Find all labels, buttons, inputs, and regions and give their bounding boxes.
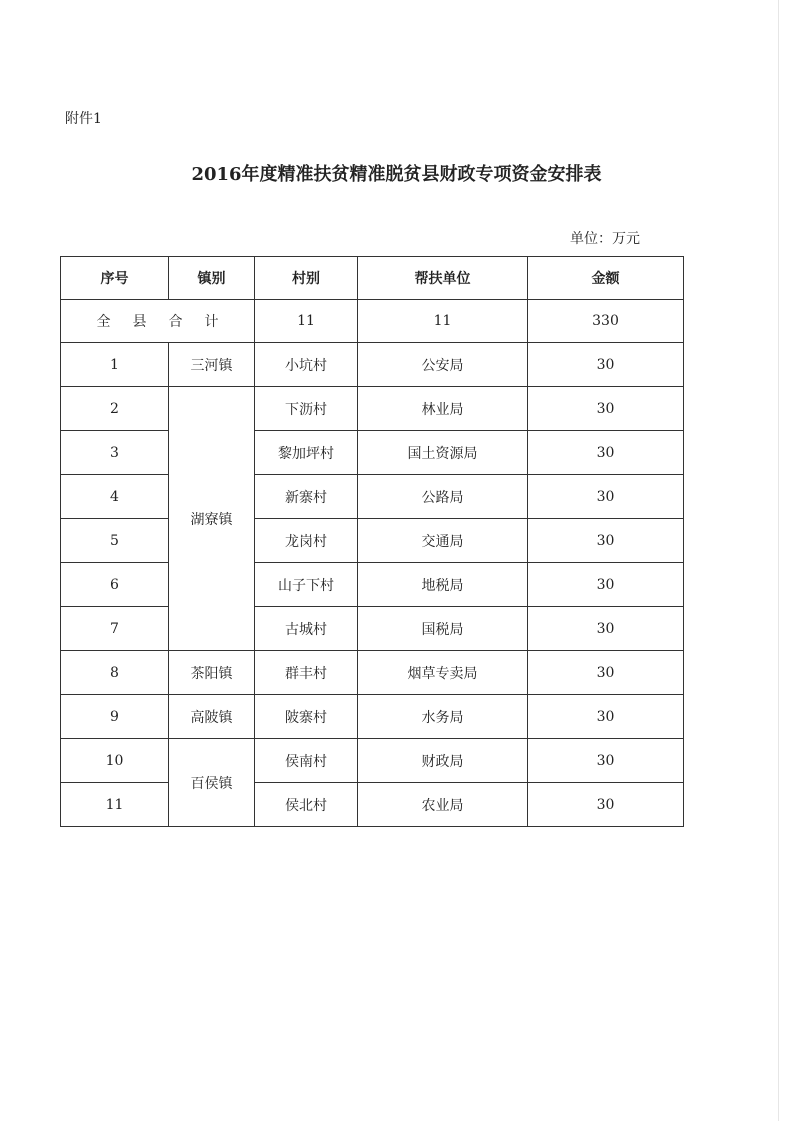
row-amount: 30 <box>528 695 684 739</box>
attachment-label: 附件1 <box>65 111 102 127</box>
row-town: 湖寮镇 <box>169 387 255 651</box>
row-amount: 30 <box>528 475 684 519</box>
total-label: 全县合计 <box>61 300 255 343</box>
row-unit: 财政局 <box>358 739 528 783</box>
row-town: 高陂镇 <box>169 695 255 739</box>
table-row <box>61 343 684 387</box>
row-village: 陂寨村 <box>255 695 358 739</box>
table-header-row <box>61 257 684 300</box>
row-unit: 交通局 <box>358 519 528 563</box>
row-town: 茶阳镇 <box>169 651 255 695</box>
row-amount: 30 <box>528 387 684 431</box>
row-unit: 国税局 <box>358 607 528 651</box>
unit-label: 单位：万元 <box>570 231 640 247</box>
row-village: 小坑村 <box>255 343 358 387</box>
row-no: 6 <box>61 563 169 607</box>
row-unit: 烟草专卖局 <box>358 651 528 695</box>
row-town: 百侯镇 <box>169 739 255 827</box>
row-unit: 林业局 <box>358 387 528 431</box>
table-row <box>61 563 684 607</box>
row-no: 4 <box>61 475 169 519</box>
funding-table <box>60 256 684 827</box>
row-amount: 30 <box>528 343 684 387</box>
table-row <box>61 695 684 739</box>
table-row <box>61 607 684 651</box>
row-amount: 30 <box>528 431 684 475</box>
table-row <box>61 519 684 563</box>
total-amount: 330 <box>528 300 684 343</box>
row-no: 8 <box>61 651 169 695</box>
row-village: 群丰村 <box>255 651 358 695</box>
row-no: 7 <box>61 607 169 651</box>
row-village: 龙岗村 <box>255 519 358 563</box>
row-unit: 公安局 <box>358 343 528 387</box>
row-village: 新寨村 <box>255 475 358 519</box>
row-unit: 公路局 <box>358 475 528 519</box>
total-units: 11 <box>358 300 528 343</box>
row-amount: 30 <box>528 783 684 827</box>
row-unit: 水务局 <box>358 695 528 739</box>
row-amount: 30 <box>528 651 684 695</box>
row-village: 古城村 <box>255 607 358 651</box>
row-village: 黎加坪村 <box>255 431 358 475</box>
row-village: 山子下村 <box>255 563 358 607</box>
row-village: 侯南村 <box>255 739 358 783</box>
document-title: 2016年度精准扶贫精准脱贫县财政专项资金安排表 <box>191 164 602 185</box>
page-edge-line <box>778 0 779 1121</box>
table-row <box>61 783 684 827</box>
header-no: 序号 <box>61 257 169 300</box>
row-unit: 地税局 <box>358 563 528 607</box>
header-town: 镇别 <box>169 257 255 300</box>
total-row <box>61 300 684 343</box>
row-no: 5 <box>61 519 169 563</box>
header-unit: 帮扶单位 <box>358 257 528 300</box>
row-unit: 农业局 <box>358 783 528 827</box>
row-no: 11 <box>61 783 169 827</box>
row-amount: 30 <box>528 607 684 651</box>
table-row <box>61 475 684 519</box>
row-town: 三河镇 <box>169 343 255 387</box>
row-no: 10 <box>61 739 169 783</box>
row-amount: 30 <box>528 563 684 607</box>
row-amount: 30 <box>528 739 684 783</box>
total-villages: 11 <box>255 300 358 343</box>
table-row <box>61 739 684 783</box>
row-no: 2 <box>61 387 169 431</box>
table-row <box>61 651 684 695</box>
row-amount: 30 <box>528 519 684 563</box>
table-row <box>61 431 684 475</box>
row-no: 1 <box>61 343 169 387</box>
row-village: 侯北村 <box>255 783 358 827</box>
header-amount: 金额 <box>528 257 684 300</box>
row-unit: 国土资源局 <box>358 431 528 475</box>
row-no: 9 <box>61 695 169 739</box>
table-row <box>61 387 684 431</box>
row-no: 3 <box>61 431 169 475</box>
header-village: 村别 <box>255 257 358 300</box>
row-village: 下沥村 <box>255 387 358 431</box>
